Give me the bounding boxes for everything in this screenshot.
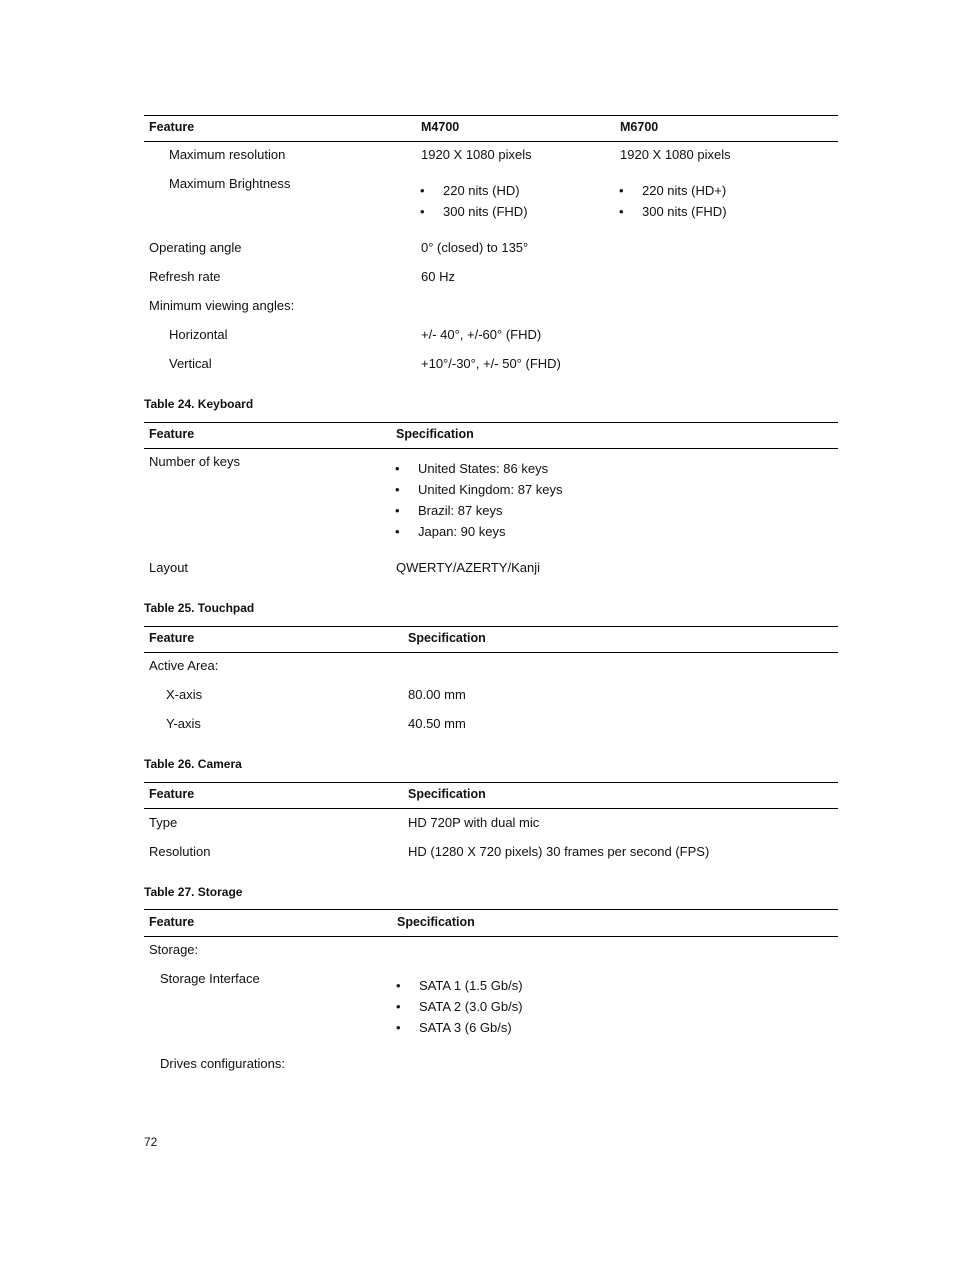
header-specification: Specification (396, 427, 474, 441)
row-storage-feature: Storage: (149, 942, 199, 957)
row-type-feature: Type (149, 815, 178, 830)
row-resolution-feature: Resolution (149, 844, 211, 859)
row-x-axis-value: 80.00 mm (408, 687, 466, 702)
header-bottom-rule (144, 141, 838, 142)
row-vertical-feature: Vertical (169, 356, 212, 371)
table-caption: Table 24. Keyboard (144, 397, 254, 411)
header-feature: Feature (149, 915, 195, 929)
header-specification: Specification (408, 787, 486, 801)
header-feature: Feature (149, 120, 195, 134)
row-max-resolution-feature: Maximum resolution (169, 147, 286, 162)
row-vertical-value: +10°/-30°, +/- 50° (FHD) (421, 356, 561, 371)
header-feature: Feature (149, 427, 195, 441)
table-top-rule (144, 909, 838, 910)
table-caption: Table 25. Touchpad (144, 601, 255, 615)
row-max-resolution-m6700: 1920 X 1080 pixels (620, 147, 731, 162)
table-top-rule (144, 626, 838, 627)
row-min-viewing-angles-feature: Minimum viewing angles: (149, 298, 295, 313)
row-active-area-feature: Active Area: (149, 658, 219, 673)
table-top-rule (144, 782, 838, 783)
page-number: 72 (144, 1135, 158, 1149)
header-bottom-rule (144, 808, 838, 809)
row-storage-interface-feature: Storage Interface (160, 971, 260, 986)
table-top-rule (144, 422, 838, 423)
row-layout-feature: Layout (149, 560, 189, 575)
header-specification: Specification (397, 915, 475, 929)
row-y-axis-feature: Y-axis (166, 716, 201, 731)
header-m4700: M4700 (421, 120, 460, 134)
row-x-axis-feature: X-axis (166, 687, 203, 702)
header-feature: Feature (149, 787, 195, 801)
header-bottom-rule (144, 936, 838, 937)
row-operating-angle-feature: Operating angle (149, 240, 242, 255)
row-refresh-rate-value: 60 Hz (421, 269, 455, 284)
row-operating-angle-value: 0° (closed) to 135° (421, 240, 529, 255)
table-caption: Table 27. Storage (144, 885, 243, 899)
row-max-resolution-m4700: 1920 X 1080 pixels (421, 147, 532, 162)
header-feature: Feature (149, 631, 195, 645)
header-bottom-rule (144, 652, 838, 653)
row-resolution-value: HD (1280 X 720 pixels) 30 frames per second (FPS) (408, 844, 710, 859)
row-layout-value: QWERTY/AZERTY/Kanji (396, 560, 540, 575)
row-horizontal-feature: Horizontal (169, 327, 228, 342)
table-caption: Table 26. Camera (144, 757, 242, 771)
row-drives-configurations-feature: Drives configurations: (160, 1056, 285, 1071)
header-m6700: M6700 (620, 120, 659, 134)
table-top-rule (144, 115, 838, 116)
header-bottom-rule (144, 448, 838, 449)
row-horizontal-value: +/- 40°, +/-60° (FHD) (421, 327, 542, 342)
row-max-brightness-feature: Maximum Brightness (169, 176, 291, 191)
header-specification: Specification (408, 631, 486, 645)
row-refresh-rate-feature: Refresh rate (149, 269, 221, 284)
row-type-value: HD 720P with dual mic (408, 815, 540, 830)
row-number-of-keys-feature: Number of keys (149, 454, 241, 469)
row-y-axis-value: 40.50 mm (408, 716, 466, 731)
